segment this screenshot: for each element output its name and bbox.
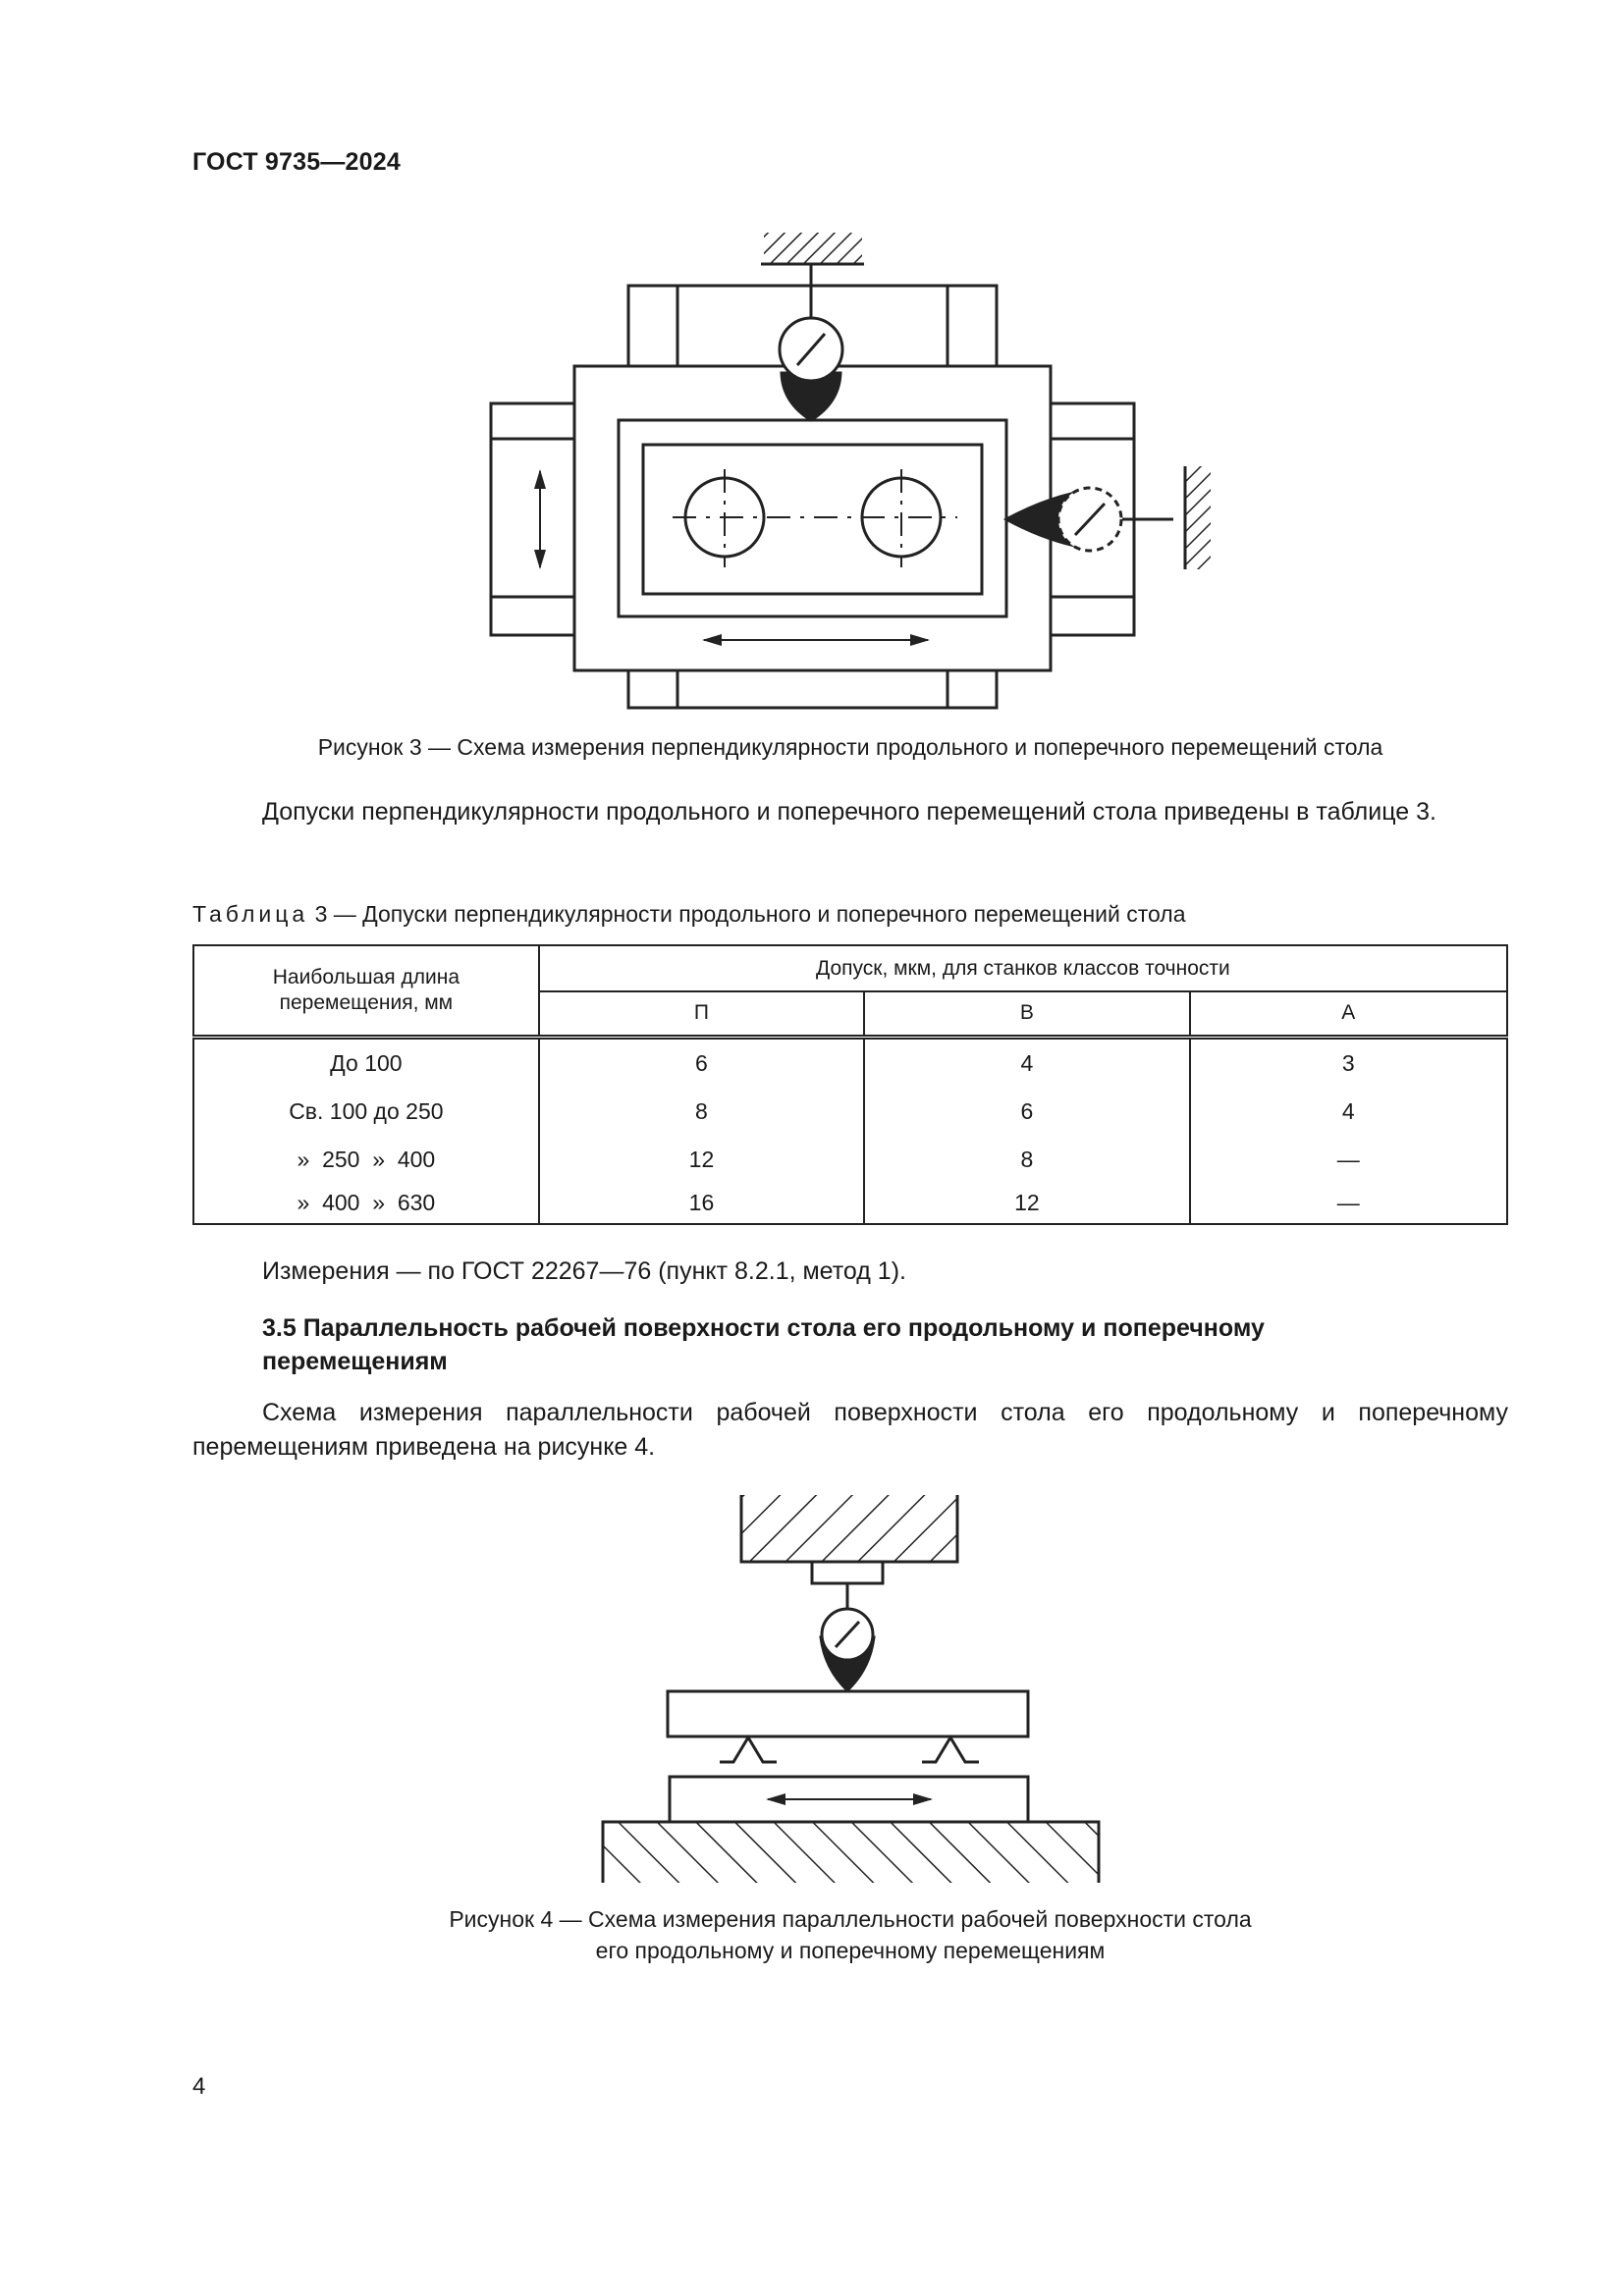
figure-3-caption: Рисунок 3 — Схема измерения перпендикулярности продольного и поперечного перемещений стола — [317, 734, 1383, 760]
table-title-text: 3 — Допуски перпендикулярности продольного и поперечного перемещений стола — [314, 901, 1186, 927]
support-left — [720, 1737, 777, 1762]
machine-base — [603, 1822, 1099, 1883]
header-tolerance: Допуск, мкм, для станков классов точности — [539, 945, 1507, 991]
cell-v: 8 — [864, 1136, 1189, 1184]
support-right — [922, 1737, 979, 1762]
figure-3-diagram — [471, 221, 1218, 712]
ground-hatch-right — [1185, 466, 1211, 569]
figure-4-caption-line1: Рисунок 4 — Схема измерения параллельности рабочей поверхности стола — [449, 1906, 1252, 1932]
indicator-holder — [812, 1562, 883, 1583]
section-3-5-text: Схема измерения параллельности рабочей поверхности стола его продольному и поперечному перемещениям приведена на рисунке 4. — [192, 1399, 1508, 1461]
header-length: Наибольшая длина перемещения, мм — [193, 945, 539, 1037]
table-row — [193, 1184, 1507, 1224]
straightedge — [668, 1691, 1028, 1736]
cell-p: 8 — [539, 1088, 864, 1136]
cell-length: » 400 » 630 — [193, 1184, 539, 1224]
table-label: Таблица — [192, 901, 309, 927]
figure-4-caption-line2: его продольному и поперечному перемещениям — [595, 1938, 1106, 1963]
figure-4-caption — [192, 1903, 1508, 1966]
cell-a: — — [1190, 1184, 1507, 1224]
cell-p: 12 — [539, 1136, 864, 1184]
figure-4-diagram — [589, 1487, 1119, 1890]
cell-v: 6 — [864, 1088, 1189, 1136]
header-class-v: В — [864, 991, 1189, 1037]
cell-length: » 250 » 400 — [193, 1136, 539, 1184]
page-number: 4 — [192, 2073, 206, 2100]
cell-length: До 100 — [193, 1037, 539, 1088]
cell-v: 4 — [864, 1037, 1189, 1088]
table-row — [193, 1037, 1507, 1088]
measurements-note: Измерения — по ГОСТ 22267—76 (пункт 8.2.1, метод 1). — [262, 1257, 906, 1285]
section-3-5-title — [262, 1311, 1508, 1378]
cell-p: 6 — [539, 1037, 864, 1088]
cell-p: 16 — [539, 1184, 864, 1224]
table-3 — [192, 944, 1508, 1225]
table-row — [193, 1088, 1507, 1136]
cell-length: Св. 100 до 250 — [193, 1088, 539, 1136]
cell-v: 12 — [864, 1184, 1189, 1224]
table-row — [193, 1136, 1507, 1184]
spindle-head — [741, 1495, 957, 1562]
header-class-a: А — [1190, 991, 1507, 1037]
section-title-line2: перемещениям — [262, 1348, 448, 1375]
section-title-line1: 3.5 Параллельность рабочей поверхности стола его продольному и поперечному — [262, 1314, 1265, 1342]
header-class-p: П — [539, 991, 864, 1037]
paragraph-tolerances: Допуски перпендикулярности продольного и поперечного перемещений стола приведены в таблице 3. — [262, 798, 1436, 826]
cell-a: 3 — [1190, 1037, 1507, 1088]
table-3-title — [192, 901, 1186, 928]
cell-a: — — [1190, 1136, 1507, 1184]
ground-hatch-top — [764, 233, 862, 264]
lower-slide — [628, 670, 997, 708]
cell-a: 4 — [1190, 1088, 1507, 1136]
document-header: ГОСТ 9735—2024 — [192, 148, 401, 176]
